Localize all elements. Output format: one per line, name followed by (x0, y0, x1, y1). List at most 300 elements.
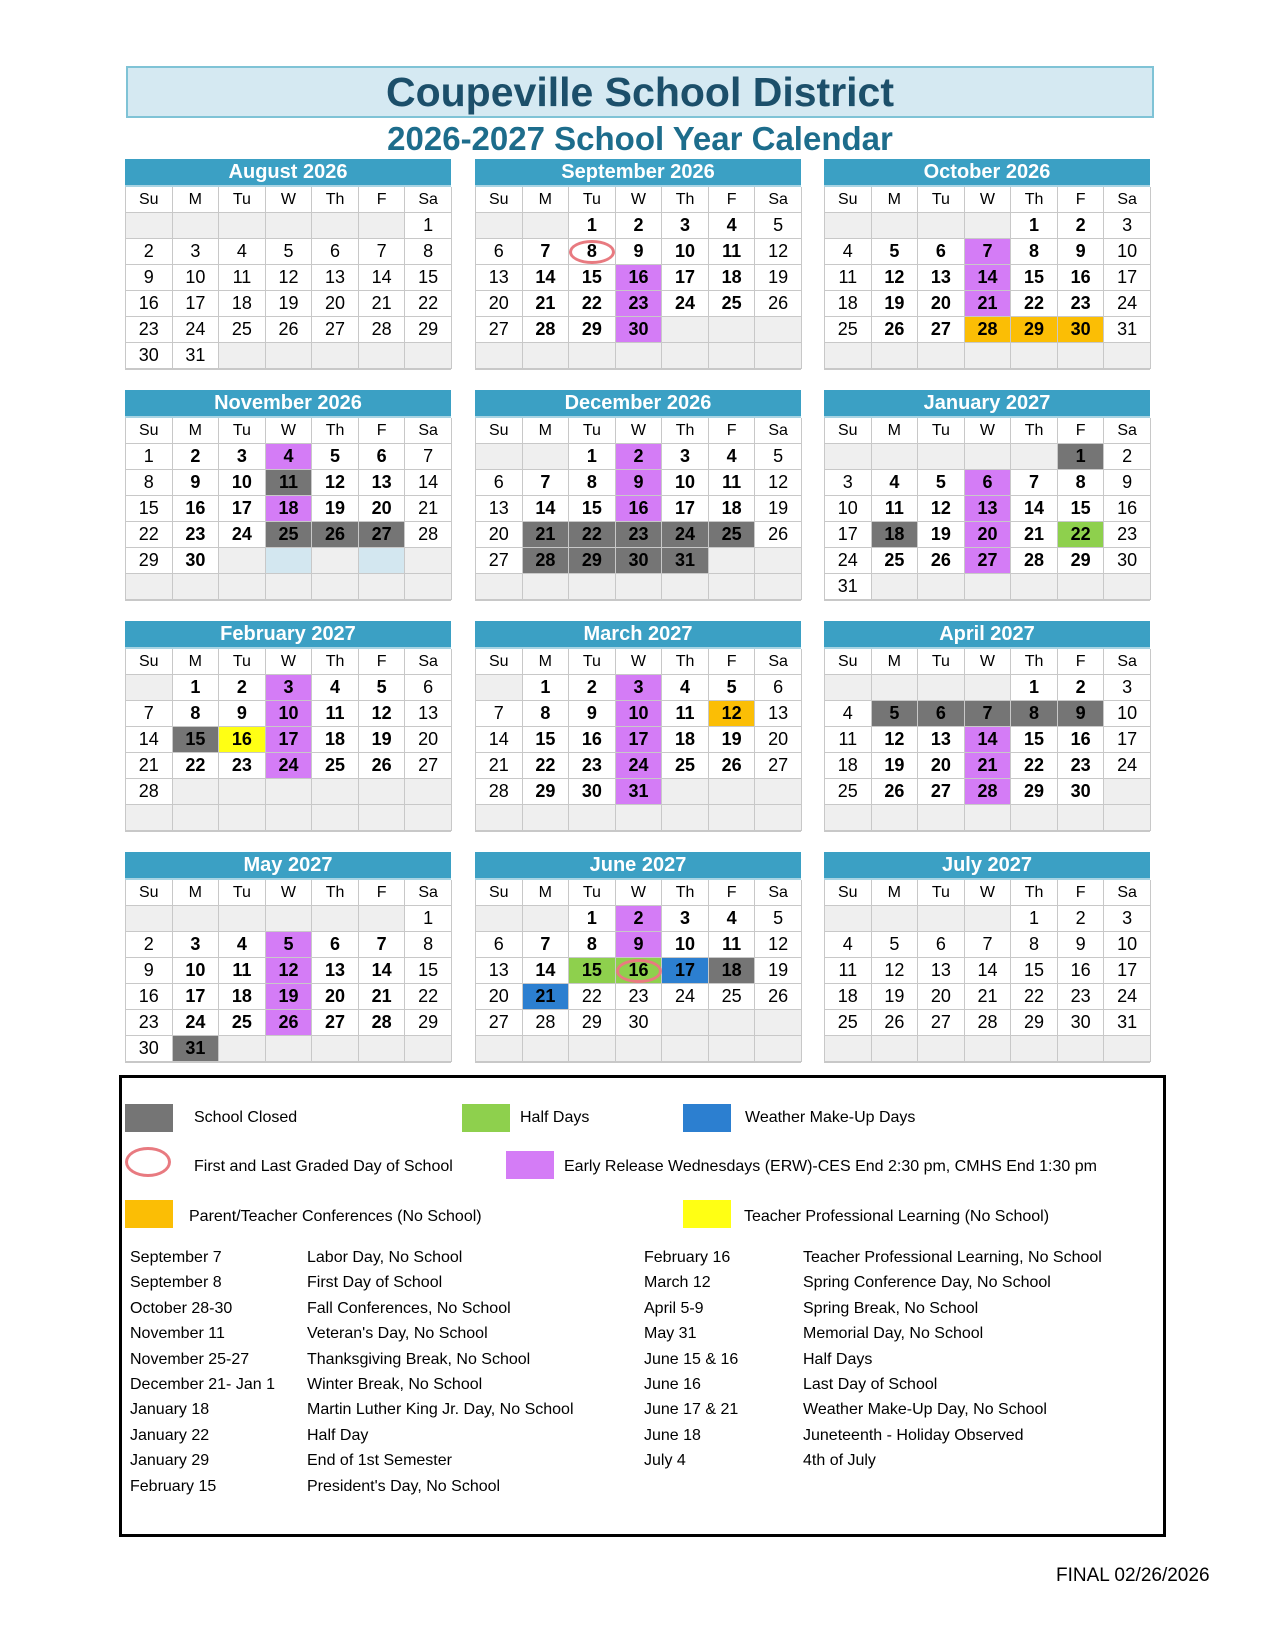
day-cell: 22 (1011, 984, 1058, 1010)
weekday-label: M (872, 187, 919, 213)
day-cell: 17 (1104, 727, 1151, 753)
page-subtitle: 2026-2027 School Year Calendar (387, 120, 893, 157)
month-calendar (824, 852, 1150, 1063)
day-cell: 5 (872, 239, 919, 265)
weekday-label: Sa (405, 187, 452, 213)
empty-cell (569, 343, 616, 369)
day-cell: 2 (173, 444, 220, 470)
day-cell: 11 (709, 470, 756, 496)
empty-cell (709, 805, 756, 831)
weekday-label: M (173, 649, 220, 675)
day-cell: 20 (359, 496, 406, 522)
weekday-label: Th (662, 880, 709, 906)
day-cell: 12 (709, 701, 756, 727)
day-cell: 6 (359, 444, 406, 470)
day-cell: 1 (405, 213, 452, 239)
event-date: June 18 (644, 1426, 701, 1444)
empty-cell (1104, 1036, 1151, 1062)
day-cell: 15 (569, 496, 616, 522)
day-cell: 22 (1011, 291, 1058, 317)
day-cell: 29 (569, 1010, 616, 1036)
day-cell: 13 (755, 701, 802, 727)
day-cell: 19 (872, 984, 919, 1010)
day-cell: 22 (569, 522, 616, 548)
legend-closed: School Closed (194, 1109, 298, 1126)
empty-cell (755, 1010, 802, 1036)
day-cell: 4 (825, 239, 872, 265)
day-cell: 24 (219, 522, 266, 548)
day-cell: 18 (872, 522, 919, 548)
day-cell: 15 (405, 265, 452, 291)
day-cell: 12 (359, 701, 406, 727)
empty-cell (569, 574, 616, 600)
day-cell: 28 (523, 317, 570, 343)
day-cell: 3 (219, 444, 266, 470)
day-cell: 28 (126, 779, 173, 805)
day-cell: 19 (266, 291, 313, 317)
day-cell: 15 (1011, 958, 1058, 984)
empty-cell (173, 805, 220, 831)
empty-cell (266, 213, 313, 239)
day-cell: 23 (616, 984, 663, 1010)
day-cell: 14 (523, 496, 570, 522)
event-description: Spring Break, No School (803, 1299, 979, 1317)
weekday-label: Tu (918, 880, 965, 906)
day-cell: 4 (266, 444, 313, 470)
empty-cell (1011, 343, 1058, 369)
day-cell: 2 (126, 932, 173, 958)
day-cell: 6 (312, 239, 359, 265)
day-cell: 21 (523, 291, 570, 317)
empty-cell (569, 805, 616, 831)
month-day-grid (125, 649, 451, 832)
day-cell: 11 (266, 470, 313, 496)
day-cell: 2 (616, 444, 663, 470)
day-cell: 10 (266, 701, 313, 727)
weekday-label: Tu (569, 649, 616, 675)
day-cell: 9 (616, 470, 663, 496)
day-cell: 4 (219, 932, 266, 958)
weekday-label: Th (312, 880, 359, 906)
day-cell: 2 (569, 675, 616, 701)
empty-cell (476, 213, 523, 239)
day-cell: 22 (569, 291, 616, 317)
weekday-label: W (616, 187, 663, 213)
day-cell: 3 (1104, 906, 1151, 932)
empty-cell (173, 574, 220, 600)
day-cell: 23 (616, 522, 663, 548)
empty-cell (872, 213, 919, 239)
month-calendar (824, 390, 1150, 601)
day-cell: 8 (1011, 701, 1058, 727)
weekday-label: Th (662, 649, 709, 675)
day-cell: 10 (219, 470, 266, 496)
empty-cell (523, 906, 570, 932)
day-cell: 17 (266, 727, 313, 753)
weekday-label: W (616, 649, 663, 675)
weekday-label: M (173, 418, 220, 444)
weekday-label: Sa (405, 880, 452, 906)
day-cell: 17 (1104, 265, 1151, 291)
day-cell: 30 (1058, 317, 1105, 343)
day-cell: 16 (1058, 727, 1105, 753)
day-cell: 3 (616, 675, 663, 701)
empty-cell (266, 548, 313, 574)
title-banner (126, 66, 1154, 118)
empty-cell (126, 213, 173, 239)
empty-cell (1011, 805, 1058, 831)
day-cell: 22 (1058, 522, 1105, 548)
day-cell: 8 (1011, 239, 1058, 265)
empty-cell (825, 343, 872, 369)
day-cell: 16 (569, 727, 616, 753)
empty-cell (709, 1010, 756, 1036)
day-cell: 26 (755, 291, 802, 317)
day-cell: 30 (126, 1036, 173, 1062)
day-cell: 25 (312, 753, 359, 779)
weekday-label: M (872, 880, 919, 906)
day-cell: 16 (616, 265, 663, 291)
day-cell: 9 (1058, 239, 1105, 265)
empty-cell (825, 675, 872, 701)
day-cell: 20 (476, 984, 523, 1010)
day-cell: 12 (755, 239, 802, 265)
empty-cell (405, 1036, 452, 1062)
day-cell: 2 (1058, 213, 1105, 239)
weekday-label: Tu (918, 649, 965, 675)
day-cell: 22 (173, 753, 220, 779)
day-cell: 6 (476, 932, 523, 958)
weekday-label: M (523, 418, 570, 444)
day-cell: 26 (755, 522, 802, 548)
weekday-label: M (872, 649, 919, 675)
day-cell: 8 (405, 239, 452, 265)
day-cell: 7 (965, 701, 1012, 727)
day-cell: 25 (709, 291, 756, 317)
empty-cell (662, 779, 709, 805)
weekday-label: Th (1011, 649, 1058, 675)
weekday-label: W (965, 649, 1012, 675)
weekday-label: Su (476, 418, 523, 444)
day-cell: 13 (918, 265, 965, 291)
day-cell: 22 (569, 984, 616, 1010)
day-cell: 27 (359, 522, 406, 548)
empty-cell (173, 906, 220, 932)
event-description: Half Day (307, 1426, 369, 1444)
day-cell: 10 (173, 958, 220, 984)
month-calendar (125, 621, 451, 832)
event-description: Veteran's Day, No School (307, 1325, 488, 1343)
empty-cell (359, 213, 406, 239)
day-cell: 14 (359, 958, 406, 984)
day-cell: 28 (965, 317, 1012, 343)
day-cell: 4 (709, 906, 756, 932)
weekday-label: Tu (918, 418, 965, 444)
day-cell: 16 (173, 496, 220, 522)
day-cell: 12 (266, 265, 313, 291)
month-day-grid (475, 649, 801, 832)
empty-cell (965, 343, 1012, 369)
empty-cell (755, 317, 802, 343)
day-cell: 18 (709, 958, 756, 984)
empty-cell (755, 805, 802, 831)
day-cell: 27 (918, 1010, 965, 1036)
conf-swatch (125, 1200, 173, 1228)
day-cell: 24 (662, 522, 709, 548)
day-cell: 20 (755, 727, 802, 753)
weekday-label: Su (126, 649, 173, 675)
weekday-label: Sa (1104, 880, 1151, 906)
day-cell: 7 (523, 932, 570, 958)
day-cell: 25 (219, 1010, 266, 1036)
empty-cell (872, 675, 919, 701)
event-date: April 5-9 (644, 1299, 704, 1317)
legend-box (119, 1075, 1166, 1537)
empty-cell (1104, 805, 1151, 831)
day-cell: 3 (1104, 213, 1151, 239)
weekday-label: W (965, 187, 1012, 213)
weekday-label: Th (312, 649, 359, 675)
day-cell: 19 (312, 496, 359, 522)
day-cell: 17 (173, 984, 220, 1010)
month-calendar (125, 852, 451, 1063)
day-cell: 18 (709, 265, 756, 291)
weekday-label: F (1058, 649, 1105, 675)
weekday-label: W (266, 187, 313, 213)
day-cell: 1 (569, 444, 616, 470)
day-cell: 28 (965, 779, 1012, 805)
day-cell: 19 (755, 496, 802, 522)
day-cell: 25 (266, 522, 313, 548)
day-cell: 25 (219, 317, 266, 343)
empty-cell (266, 779, 313, 805)
day-cell: 3 (662, 906, 709, 932)
day-cell: 20 (312, 984, 359, 1010)
day-cell: 19 (755, 265, 802, 291)
weekday-label: F (709, 880, 756, 906)
day-cell: 3 (662, 213, 709, 239)
weekday-label: Th (1011, 418, 1058, 444)
empty-cell (872, 1036, 919, 1062)
empty-cell (266, 574, 313, 600)
day-cell: 11 (662, 701, 709, 727)
day-cell: 5 (755, 444, 802, 470)
weekday-label: W (266, 649, 313, 675)
events-right-descriptions (803, 1245, 1102, 1474)
event-description: Last Day of School (803, 1376, 938, 1394)
empty-cell (872, 805, 919, 831)
day-cell: 13 (312, 265, 359, 291)
day-cell: 9 (1104, 470, 1151, 496)
event-date: May 31 (644, 1325, 697, 1343)
event-description: Winter Break, No School (307, 1376, 483, 1394)
empty-cell (965, 675, 1012, 701)
day-cell: 24 (1104, 291, 1151, 317)
closed-swatch (125, 1104, 173, 1132)
empty-cell (476, 444, 523, 470)
day-cell: 11 (825, 727, 872, 753)
event-date: September 8 (130, 1274, 222, 1292)
empty-cell (709, 779, 756, 805)
weekday-label: Su (825, 418, 872, 444)
day-cell: 24 (662, 984, 709, 1010)
weekday-label: Sa (755, 418, 802, 444)
day-cell: 4 (662, 675, 709, 701)
day-cell: 18 (219, 291, 266, 317)
day-cell: 11 (825, 265, 872, 291)
weekday-label: Su (476, 649, 523, 675)
day-cell: 13 (476, 958, 523, 984)
event-date: February 15 (130, 1477, 217, 1495)
empty-cell (709, 574, 756, 600)
weekday-label: Tu (219, 880, 266, 906)
day-cell: 3 (173, 932, 220, 958)
day-cell: 10 (662, 470, 709, 496)
day-cell: 3 (173, 239, 220, 265)
day-cell: 7 (359, 932, 406, 958)
day-cell: 30 (616, 1010, 663, 1036)
empty-cell (965, 574, 1012, 600)
day-cell: 15 (523, 727, 570, 753)
day-cell: 23 (173, 522, 220, 548)
day-cell: 5 (755, 213, 802, 239)
day-cell: 30 (569, 779, 616, 805)
event-description: Juneteenth - Holiday Observed (803, 1426, 1024, 1444)
event-description: Labor Day, No School (307, 1249, 463, 1266)
day-cell: 28 (359, 317, 406, 343)
event-description: 4th of July (803, 1452, 876, 1470)
day-cell: 17 (662, 265, 709, 291)
day-cell: 21 (965, 291, 1012, 317)
empty-cell (173, 779, 220, 805)
empty-cell (126, 574, 173, 600)
month-title: April 2027 (824, 621, 1150, 649)
weekday-label: F (359, 649, 406, 675)
day-cell: 21 (126, 753, 173, 779)
weekday-label: F (1058, 880, 1105, 906)
month-calendar (475, 390, 801, 601)
event-description: Fall Conferences, No School (307, 1299, 511, 1317)
event-date: June 16 (644, 1376, 701, 1394)
empty-cell (965, 805, 1012, 831)
month-title: August 2026 (125, 159, 451, 187)
empty-cell (918, 574, 965, 600)
day-cell: 1 (1011, 675, 1058, 701)
day-cell: 2 (219, 675, 266, 701)
empty-cell (965, 1036, 1012, 1062)
day-cell: 7 (523, 239, 570, 265)
day-cell: 16 (1058, 958, 1105, 984)
weekday-label: Sa (405, 418, 452, 444)
day-cell: 17 (1104, 958, 1151, 984)
day-cell: 31 (616, 779, 663, 805)
day-cell: 27 (476, 548, 523, 574)
empty-cell (1058, 805, 1105, 831)
day-cell: 24 (662, 291, 709, 317)
day-cell: 20 (476, 291, 523, 317)
weekday-label: W (616, 418, 663, 444)
day-cell: 7 (965, 239, 1012, 265)
day-cell: 23 (1058, 291, 1105, 317)
weekday-label: Sa (1104, 187, 1151, 213)
day-cell: 1 (1058, 444, 1105, 470)
day-cell: 10 (616, 701, 663, 727)
day-cell: 18 (825, 984, 872, 1010)
day-cell: 12 (266, 958, 313, 984)
footer-version: FINAL 02/26/2026 (1056, 1565, 1210, 1586)
weekday-label: Su (126, 880, 173, 906)
weekday-label: Th (662, 418, 709, 444)
empty-cell (405, 548, 452, 574)
empty-cell (405, 574, 452, 600)
event-description: Memorial Day, No School (803, 1325, 984, 1343)
day-cell: 29 (405, 317, 452, 343)
empty-cell (918, 805, 965, 831)
day-cell: 5 (872, 932, 919, 958)
day-cell: 9 (126, 265, 173, 291)
day-cell: 29 (1011, 317, 1058, 343)
month-title: July 2027 (824, 852, 1150, 880)
empty-cell (918, 906, 965, 932)
page-title: Coupeville School District (385, 68, 895, 115)
empty-cell (825, 1036, 872, 1062)
event-date: February 16 (644, 1249, 731, 1266)
half-swatch (462, 1104, 510, 1132)
day-cell: 4 (709, 213, 756, 239)
legend-erw: Early Release Wednesdays (ERW)-CES End 2:30 pm, CMHS End 1:30 pm (564, 1158, 1097, 1175)
weekday-label: M (523, 880, 570, 906)
day-cell: 10 (662, 239, 709, 265)
day-cell: 26 (918, 548, 965, 574)
day-cell: 20 (918, 753, 965, 779)
day-cell: 19 (918, 522, 965, 548)
day-cell: 13 (312, 958, 359, 984)
event-date: January 29 (130, 1452, 210, 1470)
empty-cell (476, 906, 523, 932)
day-cell: 8 (126, 470, 173, 496)
day-cell: 22 (126, 522, 173, 548)
day-cell: 14 (359, 265, 406, 291)
day-cell: 9 (126, 958, 173, 984)
day-cell: 5 (266, 239, 313, 265)
day-cell: 12 (872, 265, 919, 291)
empty-cell (476, 675, 523, 701)
empty-cell (918, 343, 965, 369)
events-left-dates (130, 1245, 275, 1499)
day-cell: 16 (219, 727, 266, 753)
day-cell: 10 (1104, 932, 1151, 958)
empty-cell (662, 343, 709, 369)
day-cell: 22 (405, 291, 452, 317)
day-cell: 14 (1011, 496, 1058, 522)
empty-cell (359, 906, 406, 932)
day-cell: 2 (616, 906, 663, 932)
day-cell: 29 (569, 548, 616, 574)
day-cell: 29 (126, 548, 173, 574)
day-cell: 1 (126, 444, 173, 470)
empty-cell (219, 574, 266, 600)
day-cell: 25 (825, 779, 872, 805)
day-cell: 14 (405, 470, 452, 496)
day-cell: 12 (872, 727, 919, 753)
empty-cell (918, 444, 965, 470)
day-cell: 19 (709, 727, 756, 753)
day-cell: 13 (476, 265, 523, 291)
day-cell: 17 (662, 958, 709, 984)
empty-cell (219, 1036, 266, 1062)
event-date: October 28-30 (130, 1299, 233, 1317)
empty-cell (872, 343, 919, 369)
